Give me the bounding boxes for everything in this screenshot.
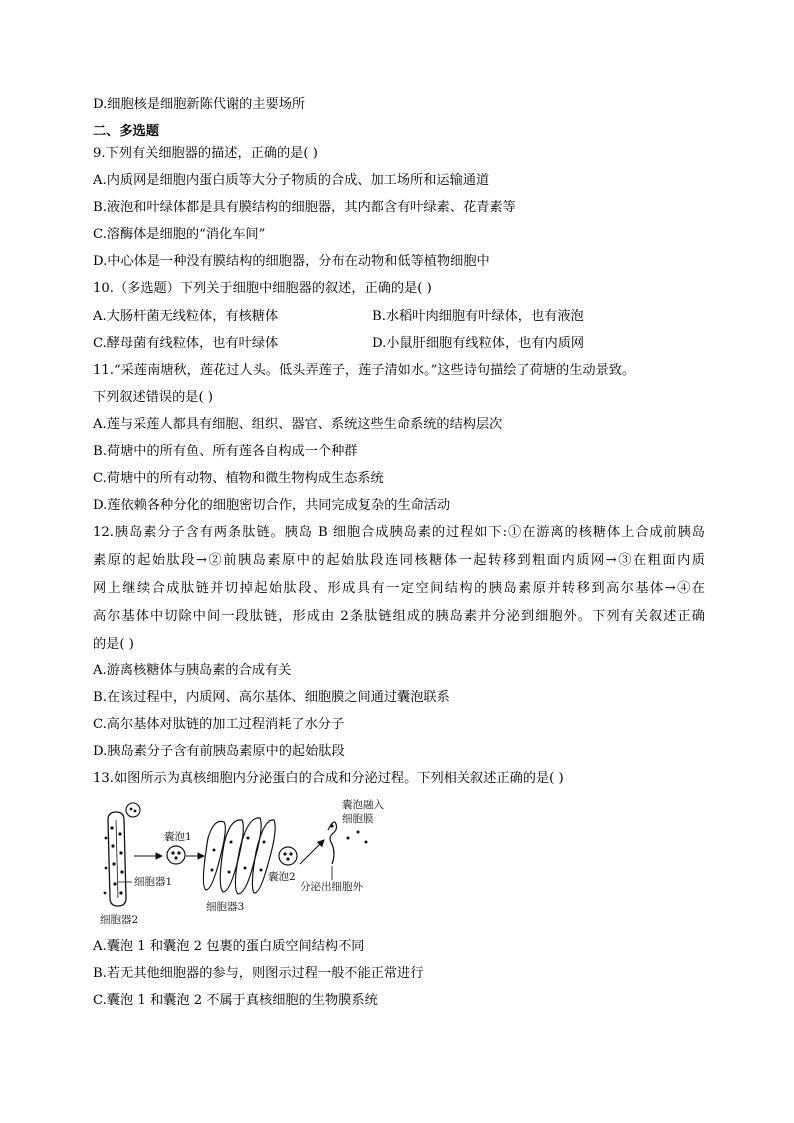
q11-option-d: D.莲依赖各种分化的细胞密切合作，共同完成复杂的生命活动: [93, 498, 451, 513]
q13-stem: 13.如图所示为真核细胞内分泌蛋白的合成和分泌过程。下列相关叙述正确的是( ): [93, 771, 564, 786]
label-fuse-line2: 细胞膜: [342, 813, 374, 825]
q9-option-d: D.中心体是一种没有膜结构的细胞器，分布在动物和低等植物细胞中: [93, 254, 490, 269]
q13-option-b: B.若无其他细胞器的参与，则图示过程一般不能正常进行: [93, 966, 424, 981]
q12-option-d: D.胰岛素分子含有前胰岛素原中的起始肽段: [93, 744, 345, 759]
label-vesicle1: 囊泡1: [164, 831, 192, 843]
section-heading-multiple-choice: 二、多选题: [93, 124, 159, 139]
q12-stem-line2: 素原的起始肽段→②前胰岛素原中的起始肽段连同核糖体一起转移到粗面内质网→③在粗面内质: [93, 553, 705, 568]
q10-option-b: B.水稻叶肉细胞有叶绿体，也有液泡: [372, 309, 584, 324]
vesicle2-shape: [279, 847, 297, 865]
secretion-process-diagram: [96, 798, 436, 930]
q12-option-c: C.高尔基体对肽链的加工过程消耗了水分子: [93, 717, 345, 732]
q9-option-a: A.内质网是细胞内蛋白质等大分子物质的合成、加工场所和运输通道: [93, 173, 490, 188]
q9-stem: 9.下列有关细胞器的描述，正确的是( ): [93, 146, 318, 161]
q9-option-b: B.液泡和叶绿体都是具有膜结构的细胞器，其内都含有叶绿素、花青素等: [93, 200, 516, 215]
arrow-to-membrane: [300, 840, 324, 864]
organelle2-top-vesicle: [126, 803, 140, 817]
q11-stem-line2: 下列叙述错误的是( ): [93, 390, 213, 405]
q11-option-b: B.荷塘中的所有鱼、所有莲各自构成一个种群: [93, 444, 358, 459]
q12-stem-line4: 高尔基体中切除中间一段肽链，形成由 2条肽链组成的胰岛素并分泌到细胞外。下列有关叙述正确: [93, 609, 705, 624]
label-organelle3: 细胞器3: [206, 901, 245, 913]
q11-stem-line1: 11.“采莲南塘秋，莲花过人头。低头弄莲子，莲子清如水。”这些诗句描绘了荷塘的生动景致。: [93, 363, 636, 378]
q13-option-a: A.囊泡 1 和囊泡 2 包裹的蛋白质空间结构不同: [93, 939, 365, 954]
cell-membrane-fusion: [328, 822, 368, 864]
organelle3-shape: [203, 818, 275, 894]
label-secrete: 分泌出细胞外: [300, 881, 363, 893]
q12-option-b: B.在该过程中，内质网、高尔基体、细胞膜之间通过囊泡联系: [93, 690, 450, 705]
q8-option-d: D.细胞核是细胞新陈代谢的主要场所: [93, 97, 306, 112]
label-organelle2: 细胞器2: [100, 914, 139, 926]
q10-option-a: A.大肠杆菌无线粒体，有核糖体: [93, 309, 279, 324]
q10-option-c: C.酵母菌有线粒体，也有叶绿体: [93, 336, 279, 351]
q12-option-a: A.游离核糖体与胰岛素的合成有关: [93, 663, 292, 678]
q12-stem-line5: 的是( ): [93, 637, 134, 652]
q11-option-a: A.莲与采莲人都具有细胞、组织、器官、系统这些生命系统的结构层次: [93, 417, 503, 432]
q10-option-d: D.小鼠肝细胞有线粒体，也有内质网: [372, 336, 585, 351]
q10-stem: 10.（多选题）下列关于细胞中细胞器的叙述，正确的是( ): [93, 281, 432, 296]
q11-option-c: C.荷塘中的所有动物、植物和微生物构成生态系统: [93, 471, 384, 486]
organelle2-shape: [104, 812, 126, 906]
label-fuse-line1: 囊泡融入: [342, 799, 384, 811]
label-organelle1: 细胞器1: [134, 876, 173, 888]
q12-stem-line3: 网上继续合成肽链并切掉起始肽段、形成具有一定空间结构的胰岛素原并转移到高尔基体→④在: [93, 581, 705, 596]
label-vesicle2: 囊泡2: [268, 871, 296, 883]
q12-stem-line1: 12.胰岛素分子含有两条肽链。胰岛 B 细胞合成胰岛素的过程如下:①在游离的核糖体上合成前胰岛: [93, 525, 705, 540]
vesicle1-shape: [167, 846, 185, 864]
q9-option-c: C.溶酶体是细胞的“消化车间”: [93, 227, 266, 242]
q13-option-c: C.囊泡 1 和囊泡 2 不属于真核细胞的生物膜系统: [93, 993, 378, 1008]
